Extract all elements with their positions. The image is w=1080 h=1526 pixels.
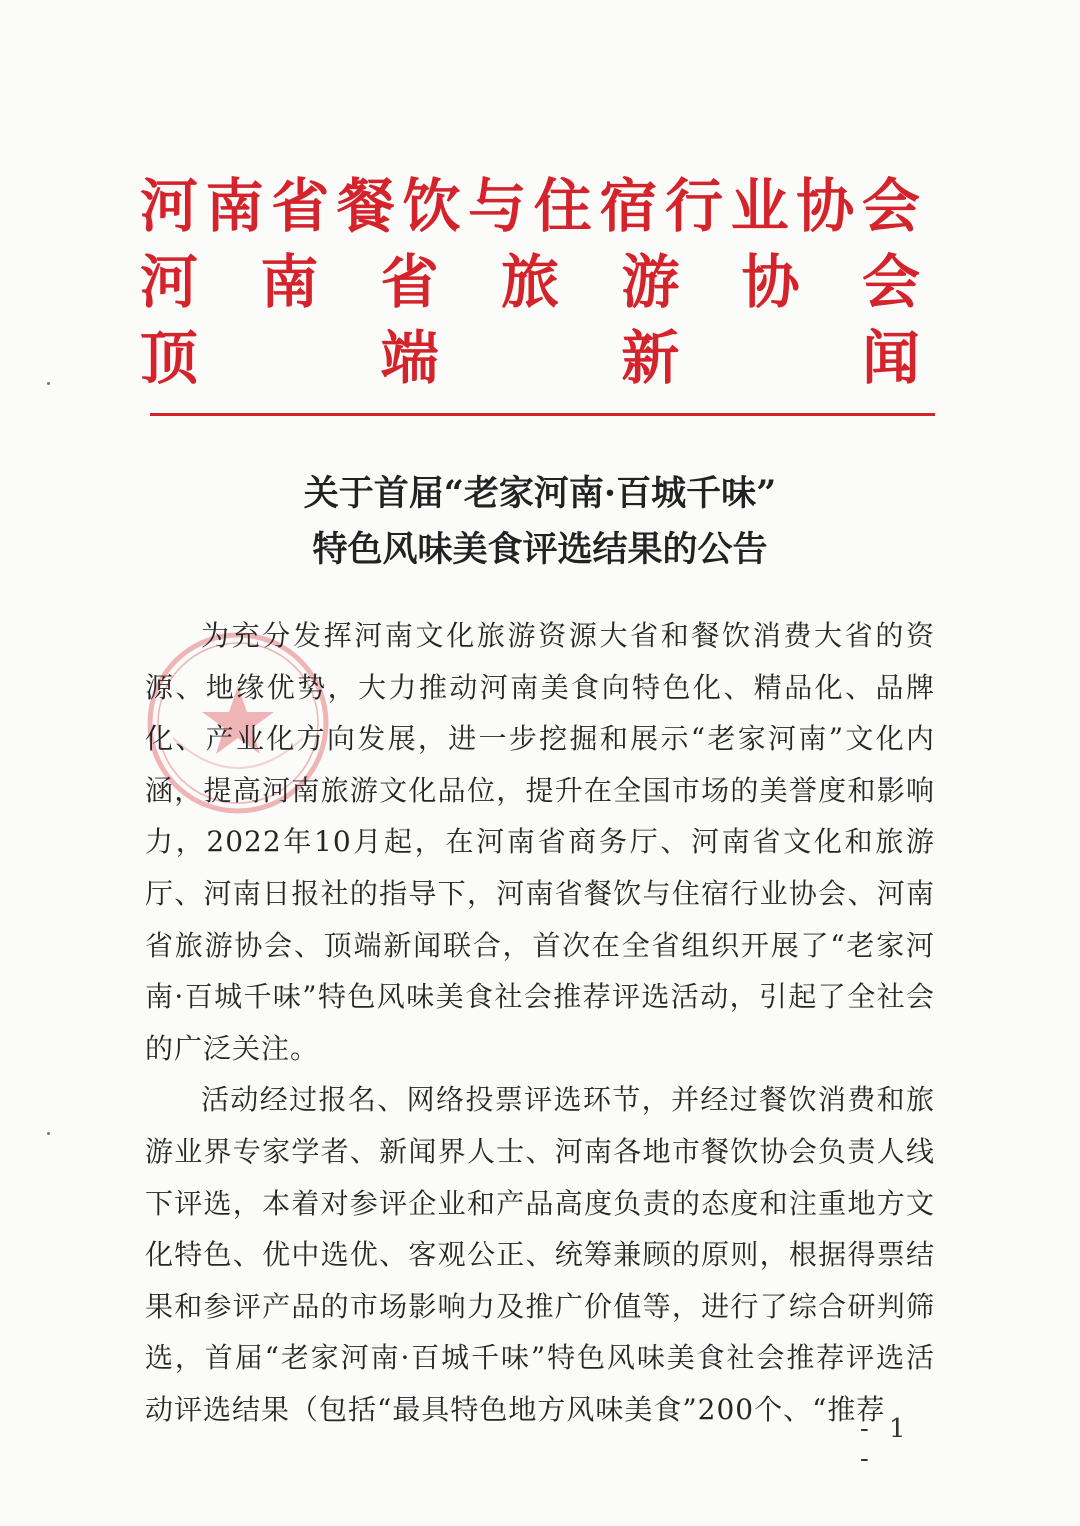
letterhead-char: 住: [533, 172, 592, 240]
letterhead-char: 行: [665, 172, 724, 240]
letterhead-line-2: [140, 244, 920, 320]
letterhead-char: 饮: [402, 172, 461, 240]
letterhead-char: 河: [140, 248, 199, 316]
letterhead-line-1: [140, 168, 920, 244]
scan-speck: [47, 382, 50, 385]
scan-speck: [47, 1132, 50, 1135]
letterhead-char: 业: [730, 172, 789, 240]
letterhead-line-3: [140, 320, 920, 396]
letterhead-char: 会: [861, 172, 920, 240]
letterhead-char: 南: [205, 172, 264, 240]
letterhead-char: 餐: [336, 172, 395, 240]
announcement-title-line-2: 特色风味美食评选结果的公告: [312, 529, 768, 570]
letterhead-char: 与: [468, 172, 527, 240]
letterhead: [140, 168, 920, 396]
letterhead-char: 南: [260, 248, 319, 316]
body-paragraph-1: 为充分发挥河南文化旅游资源大省和餐饮消费大省的资源、地缘优势，大力推动河南美食向特色化、精品化、品牌化、产业化方向发展，进一步挖掘和展示“老家河南”文化内涵，提高河南旅游文化品位，提升在全国市场的美誉度和影响力，2022年10月起，在河南省商务厅、河南省文化和旅游厅、河南日报社的指导下，河南省餐饮与住宿行业协会、河南省旅游协会、顶端新闻联合，首次在全省组织开展了“老家河南·百城千味”特色风味美食社会推荐评选活动，引起了全社会的广泛关注。: [145, 619, 935, 1065]
letterhead-char: 闻: [861, 324, 920, 392]
letterhead-char: 新: [621, 324, 680, 392]
letterhead-char: 顶: [140, 324, 199, 392]
letterhead-char: 旅: [500, 248, 559, 316]
page-number: - 1 -: [860, 1414, 912, 1474]
announcement-body: [145, 610, 935, 1436]
announcement-title-line-1: 关于首届“老家河南·百城千味”: [303, 473, 777, 514]
letterhead-char: 省: [271, 172, 330, 240]
letterhead-char: 河: [140, 172, 199, 240]
letterhead-char: 宿: [599, 172, 658, 240]
letterhead-char: 会: [861, 248, 920, 316]
letterhead-char: 省: [380, 248, 439, 316]
letterhead-char: 协: [741, 248, 800, 316]
letterhead-char: 协: [796, 172, 855, 240]
letterhead-char: 端: [380, 324, 439, 392]
body-paragraph-2: 活动经过报名、网络投票评选环节，并经过餐饮消费和旅游业界专家学者、新闻界人士、河南各地市餐饮协会负责人线下评选，本着对参评企业和产品高度负责的态度和注重地方文化特色、优中选优、客观公正、统筹兼顾的原则，根据得票结果和参评产品的市场影响力及推广价值等，进行了综合研判筛选，首届“老家河南·百城千味”特色风味美食社会推荐评选活动评选结果（包括“最具特色地方风味美食”200个、“推荐: [145, 1083, 935, 1426]
letterhead-char: 游: [621, 248, 680, 316]
letterhead-divider: [150, 413, 935, 416]
